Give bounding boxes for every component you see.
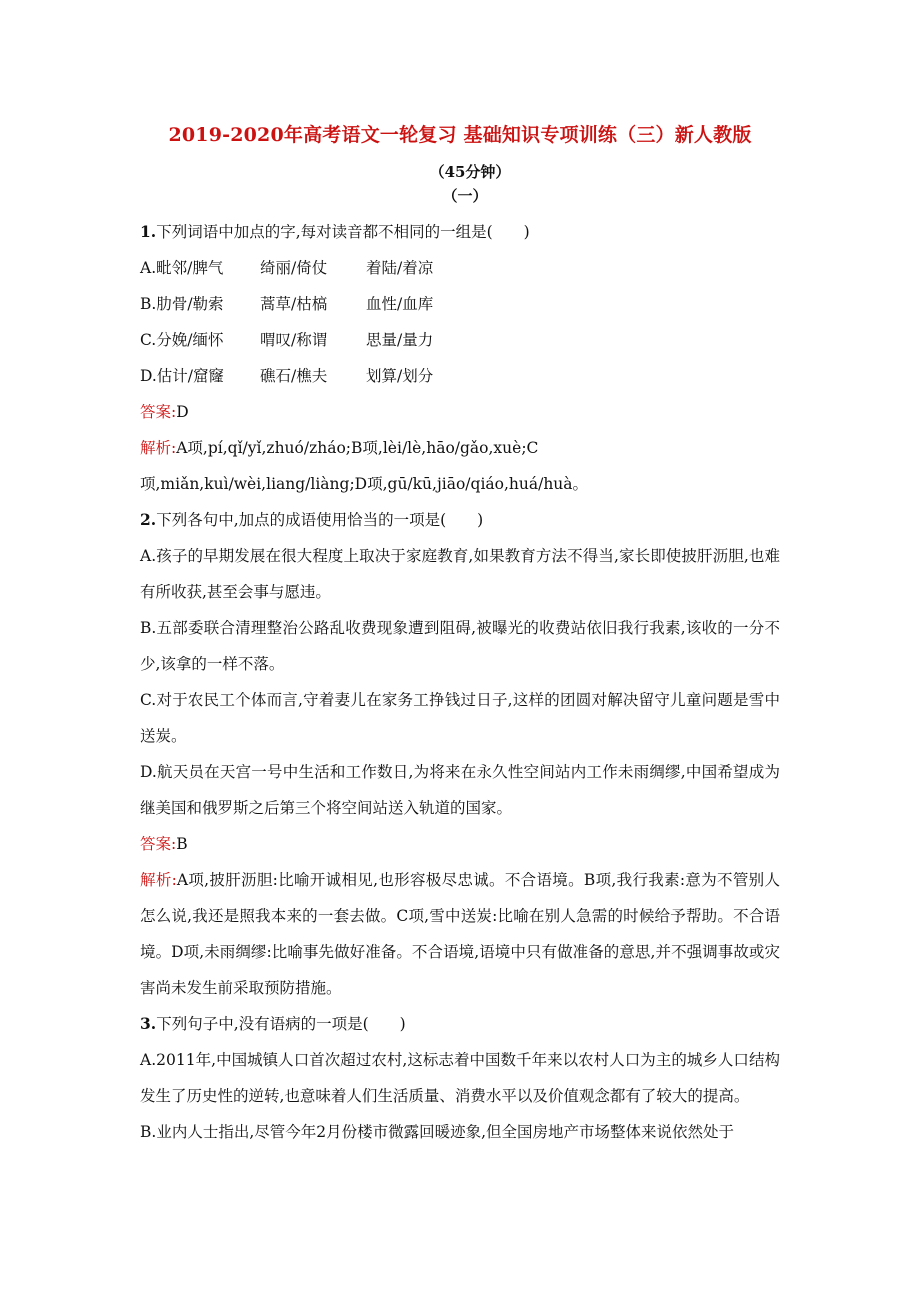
question-2-stem [140,502,780,538]
question-3-number: 3. [140,1014,157,1033]
document-body [140,214,780,1150]
question-1-option-b: B.肋骨/勒索 蒿草/枯槁 血性/血库 [140,295,434,313]
question-3-option-a: A.2011年,中国城镇人口首次超过农村,这标志着中国数千年来以农村人口为主的城乡人口结构发生了历史性的逆转,也意味着人们生活质量、消费水平以及价值观念都有了较大的提高。 [140,1051,780,1105]
question-1-answer: 答案:D [140,403,189,421]
question-3-option-b: B.业内人士指出,尽管今年2月份楼市微露回暖迹象,但全国房地产市场整体来说依然处于 [140,1123,735,1141]
question-1-option-a: A.毗邻/脾气 绮丽/倚仗 着陆/着凉 [140,259,434,277]
question-1-option-d: D.估计/窟窿 礁石/樵夫 划算/划分 [140,367,434,385]
question-2-text: 下列各句中,加点的成语使用恰当的一项是( ) [156,511,484,529]
duration-label: （45分钟） [429,163,511,181]
question-1-stem [140,214,780,250]
question-2-option-d: D.航天员在天宫一号中生活和工作数日,为将来在永久性空间站内工作未雨绸缪,中国希望成为继美国和俄罗斯之后第三个将空间站送入轨道的国家。 [140,763,780,817]
question-2-option-b: B.五部委联合清理整治公路乱收费现象遭到阻碍,被曝光的收费站依旧我行我素,该收的一分不少,该拿的一样不落。 [140,619,780,673]
question-2-number: 2. [140,510,157,529]
section-label: （一） [442,187,488,205]
question-3-stem [140,1006,780,1042]
question-2-option-a: A.孩子的早期发展在很大程度上取决于家庭教育,如果教育方法不得当,家长即使披肝沥胆,也难有所收获,甚至会事与愿违。 [140,547,780,601]
question-2-answer: 答案:B [140,835,188,853]
question-2-option-c: C.对于农民工个体而言,守着妻儿在家务工挣钱过日子,这样的团圆对解决留守儿童问题是雪中送炭。 [140,691,780,745]
question-1-analysis: 解析:A项,pí,qǐ/yǐ,zhuó/zháo;B项,lèi/lè,hāo/gǎo,xuè;C 项,miǎn,kuì/wèi,liang/liàng;D项,gū/kū,jiāo/qiáo,huá/huà。 [140,439,589,493]
question-1-option-c: C.分娩/缅怀 喟叹/称谓 思量/量力 [140,331,434,349]
page-title: 2019-2020年高考语文一轮复习 基础知识专项训练（三）新人教版 [168,124,752,146]
question-3-text: 下列句子中,没有语病的一项是( ) [156,1015,406,1033]
question-2-analysis: 解析:A项,披肝沥胆:比喻开诚相见,也形容极尽忠诚。不合语境。B项,我行我素:意为不管别人怎么说,我还是照我本来的一套去做。C项,雪中送炭:比喻在别人急需的时候给予帮助。不合语境。D项,未雨绸缪:比喻事先做好准备。不合语境,语境中只有做准备的意思,并不强调事故或灾害尚未发生前采取预防措施。 [140,871,780,997]
question-1-text: 下列词语中加点的字,每对读音都不相同的一组是( ) [156,223,530,241]
question-1-number: 1. [140,222,157,241]
